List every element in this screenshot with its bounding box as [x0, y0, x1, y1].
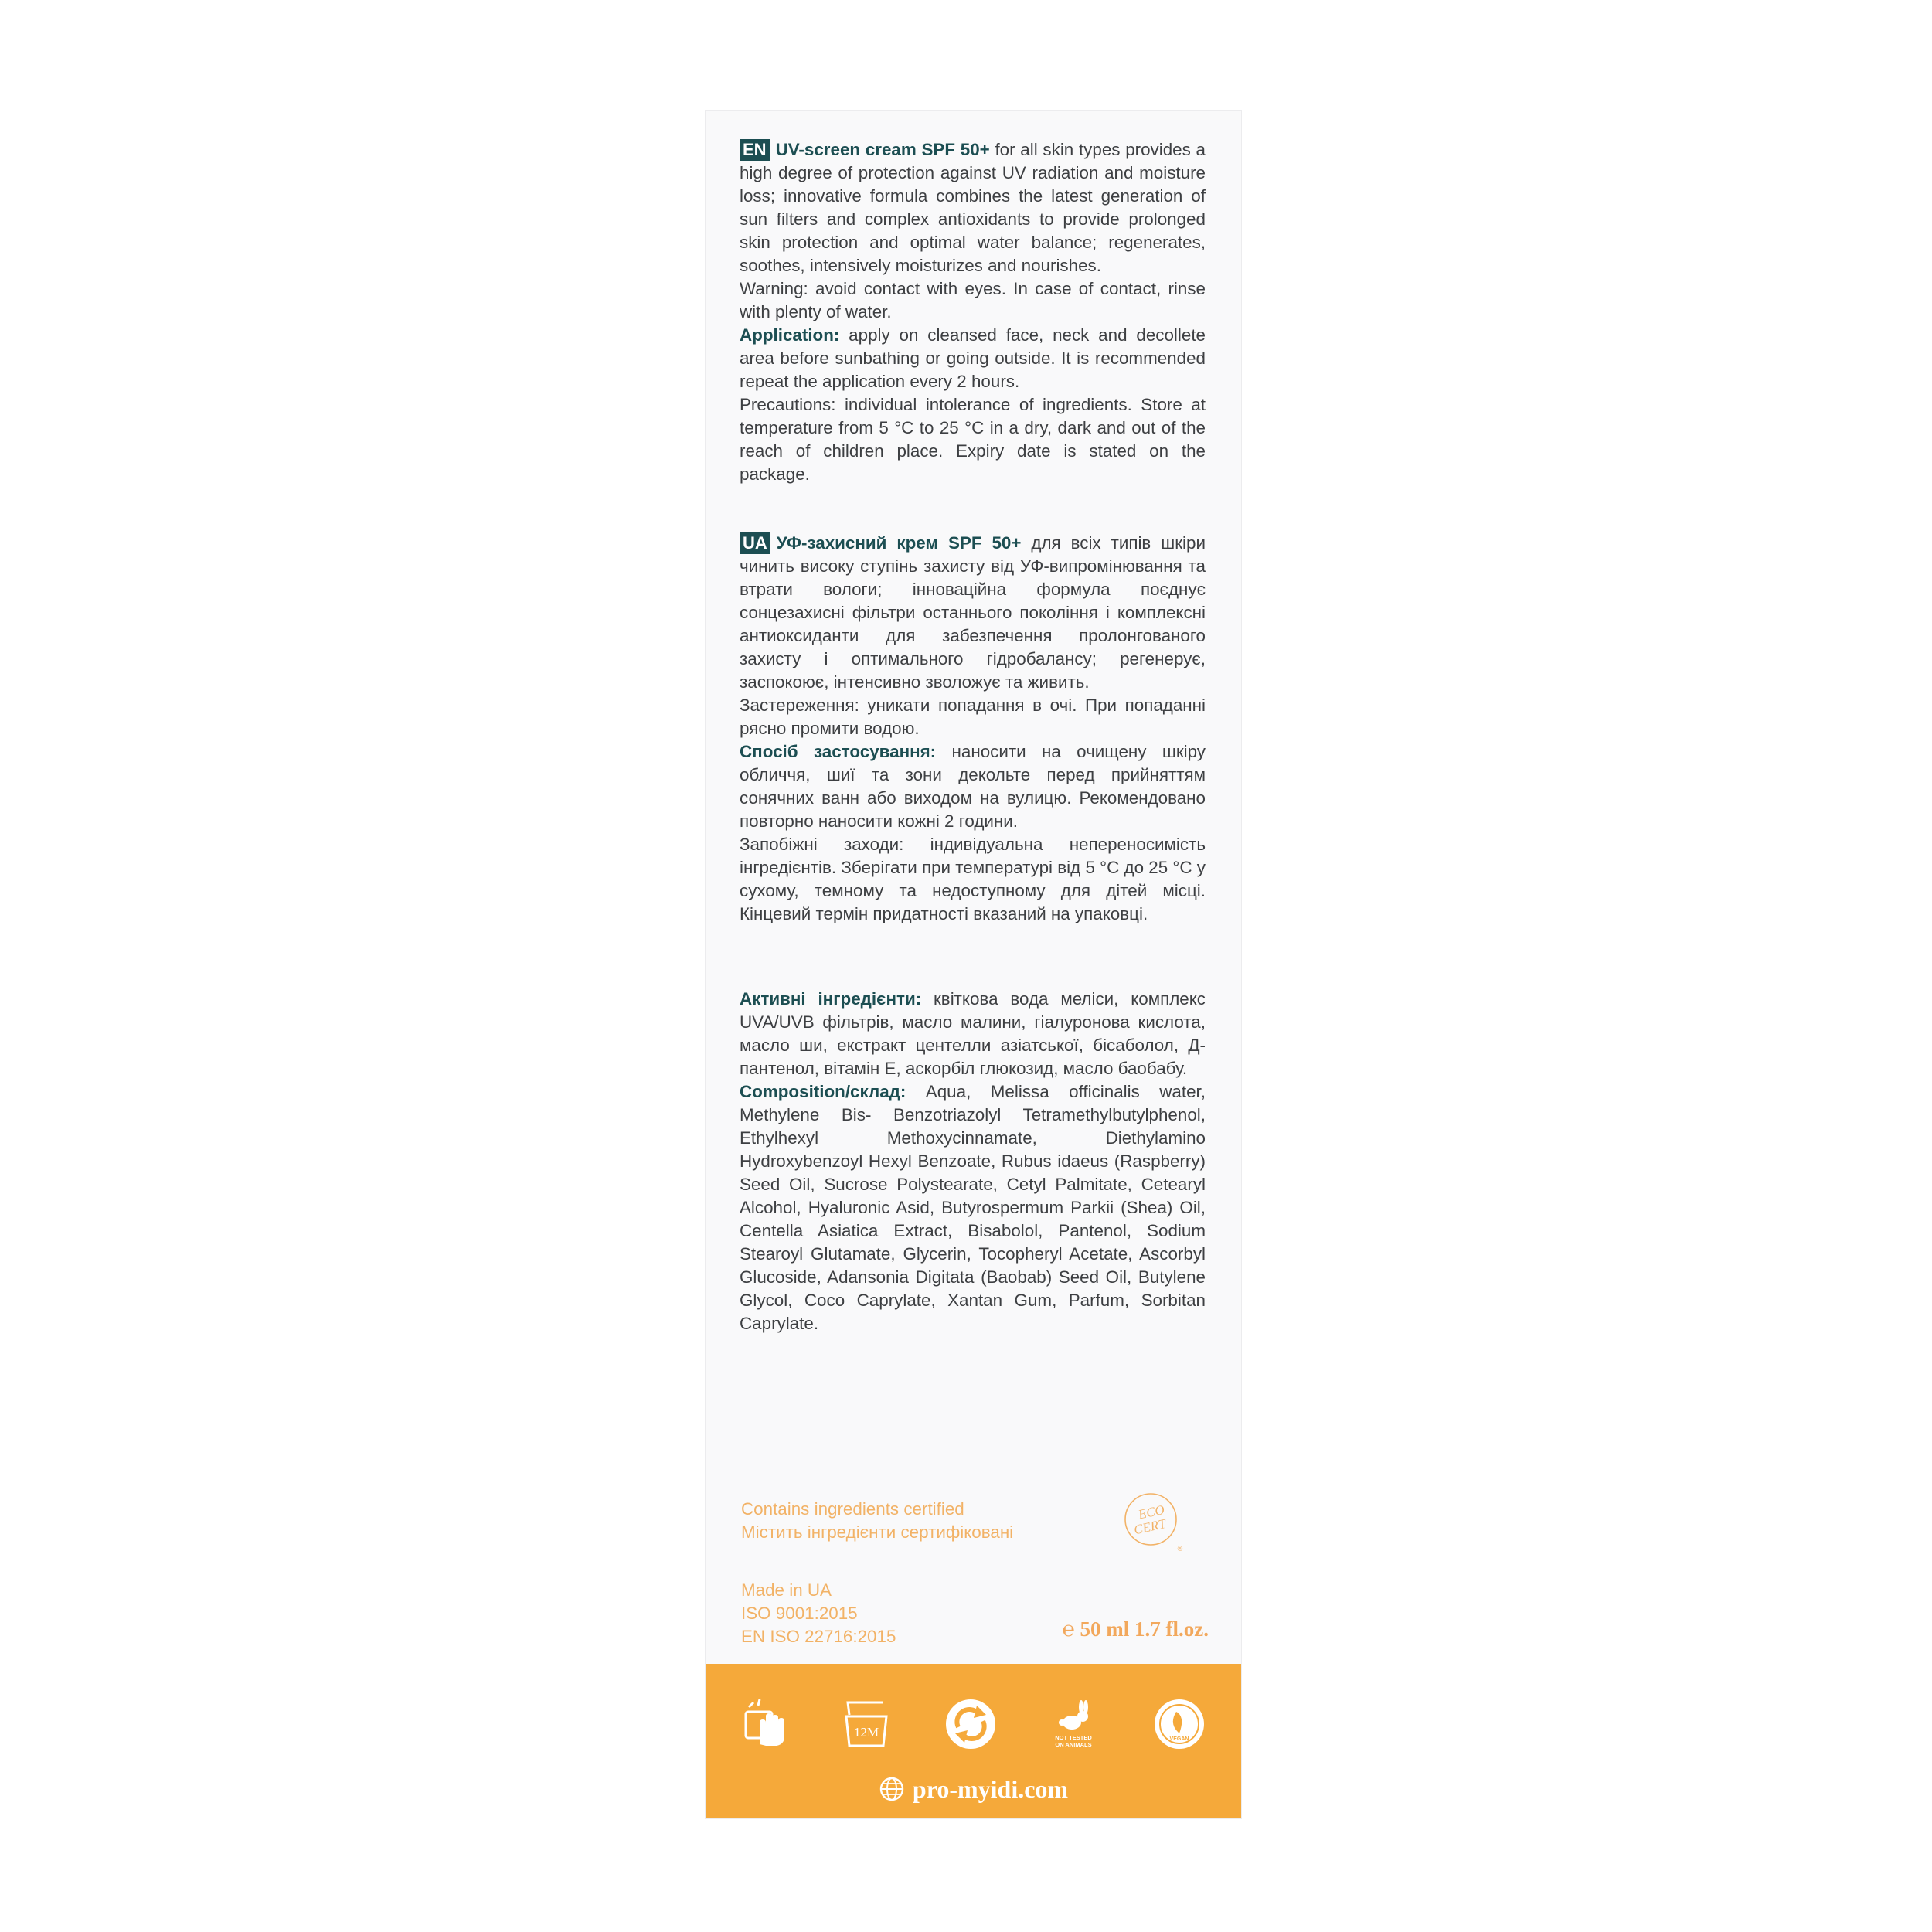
en-intro-text: for all skin types provides a high degree of protection against UV radiation and moisture loss; innovative formula combines the latest generation of sun filters and complex antioxidants to provide prolonged skin protection and optimal water balance; regenerates, soothes, intensively moisturizes and nourishes.: [740, 140, 1206, 275]
ua-intro-paragraph: [740, 532, 1206, 694]
iso-standard-1: ISO 9001:2015: [741, 1604, 858, 1623]
cruelty-free-line-1: NOT TESTED: [1055, 1734, 1092, 1741]
website-url[interactable]: pro-myidi.com: [912, 1775, 1069, 1803]
not-tested-on-animals-icon: [1046, 1696, 1101, 1752]
globe-icon: [879, 1776, 905, 1802]
certification-line-en: Contains ingredients certified: [741, 1499, 964, 1519]
vegan-icon: [1151, 1696, 1207, 1752]
ua-application-label: Спосіб застосування:: [740, 742, 937, 761]
ingredients-section: [740, 988, 1206, 1335]
active-ingredients-text: квіткова вода меліси, комплекс UVA/UVB фільтрів, масло малини, гіалуронова кислота, масло ши, екстракт центелли азіатської, бісаболол, Д-пантенол, вітамін Е, аскорбіл глюкозид, масло баобабу.: [740, 989, 1206, 1078]
period-after-opening-icon: [838, 1696, 894, 1752]
ecocert-logo-icon: [1120, 1491, 1185, 1553]
ua-language-badge: UA: [740, 532, 770, 554]
en-language-badge: EN: [740, 139, 770, 161]
ecocert-logo-text-top: ECO: [1137, 1502, 1166, 1522]
recycle-icon: [943, 1696, 998, 1752]
composition: [740, 1080, 1206, 1335]
vegan-label: VEGAN: [1169, 1736, 1189, 1742]
composition-text: Aqua, Melissa officinalis water, Methylene Bis- Benzotriazolyl Tetramethylbutylphenol, Ethylhexyl Methoxycinnamate, Diethylamino Hydroxybenzoyl Hexyl Benzoate, Rubus idaeus (Raspberry) Seed Oil, Sucrose Polystearate, Cetyl Palmitate, Cetearyl Alcohol, Hyaluronic Asid, Butyrospermum Parkii (Shea) Oil, Centella Asiatica Extract, Bisabolol, Pantenol, Sodium Stearoyl Glutamate, Glycerin, Tocopheryl Acetate, Ascorbyl Glucoside, Adansonia Digitata (Baobab) Seed Oil, Butylene Glycol, Coco Caprylate, Xantan Gum, Parfum, Sorbitan Caprylate.: [740, 1082, 1206, 1333]
english-description: [740, 138, 1206, 486]
en-warning: Warning: avoid contact with eyes. In case of contact, rinse with plenty of water.: [740, 279, 1206, 321]
certification-note: [741, 1498, 1013, 1544]
made-in: Made in UA: [741, 1580, 832, 1600]
ecocert-registered-mark: ®: [1177, 1545, 1183, 1553]
active-ingredients-label: Активні інгредієнти:: [740, 989, 922, 1009]
manufacturing-info: [741, 1579, 896, 1648]
ua-product-title: УФ-захисний крем SPF 50+: [776, 533, 1022, 553]
ukrainian-description: [740, 532, 1206, 926]
ua-warning: Застереження: уникати попадання в очі. При попаданні рясно промити водою.: [740, 696, 1206, 738]
en-application-text: apply on cleansed face, neck and decollete area before sunbathing or going outside. It is recommended repeat the application every 2 hours.: [740, 325, 1206, 391]
product-volume: ℮ 50 ml 1.7 fl.oz.: [1062, 1617, 1209, 1641]
iso-standard-2: EN ISO 22716:2015: [741, 1627, 896, 1646]
website-link[interactable]: [706, 1774, 1241, 1804]
cruelty-free-line-2: ON ANIMALS: [1055, 1741, 1092, 1748]
ua-precautions: Запобіжні заходи: індивідуальна непереносимість інгредієнтів. Зберігати при температурі від 5 °С до 25 °С у сухому, темному та недоступному для дітей місці. Кінцевий термін придатності вказаний на упаковці.: [740, 835, 1206, 923]
en-intro-paragraph: [740, 138, 1206, 277]
orange-footer-band: [706, 1664, 1241, 1818]
en-application: [740, 324, 1206, 393]
pao-label: 12M: [853, 1725, 879, 1740]
ua-intro-text: для всіх типів шкіри чинить високу ступінь захисту від УФ-випромінювання та втрати вологи; інноваційна формула поєднує сонцезахисні фільтри останнього покоління і комплексні антиоксиданти для забезпечення пролонгованого захисту і оптимального гідробалансу; регенерує, заспокоює, інтенсивно зволожує та живить.: [740, 533, 1206, 692]
composition-label: Composition/склад:: [740, 1082, 906, 1101]
en-precautions: Precautions: individual intolerance of ingredients. Store at temperature from 5 °C to 25 °C in a dry, dark and out of the reach of children place. Expiry date is stated on the package.: [740, 395, 1206, 484]
certification-line-ua: Містить інгредієнти сертифіковані: [741, 1522, 1014, 1542]
ua-application: [740, 740, 1206, 833]
package-back-panel: [706, 111, 1241, 1818]
en-product-title: UV-screen cream SPF 50+: [775, 140, 990, 159]
apply-hands-icon: [740, 1696, 795, 1752]
ua-application-text: наносити на очищену шкіру обличчя, шиї та зони декольте перед прийняттям сонячних ванн або виходом на вулицю. Рекомендовано повторно наносити кожні 2 години.: [740, 742, 1206, 831]
active-ingredients: [740, 988, 1206, 1080]
en-application-label: Application:: [740, 325, 840, 345]
ecocert-logo-text-bottom: CERT: [1132, 1516, 1168, 1538]
